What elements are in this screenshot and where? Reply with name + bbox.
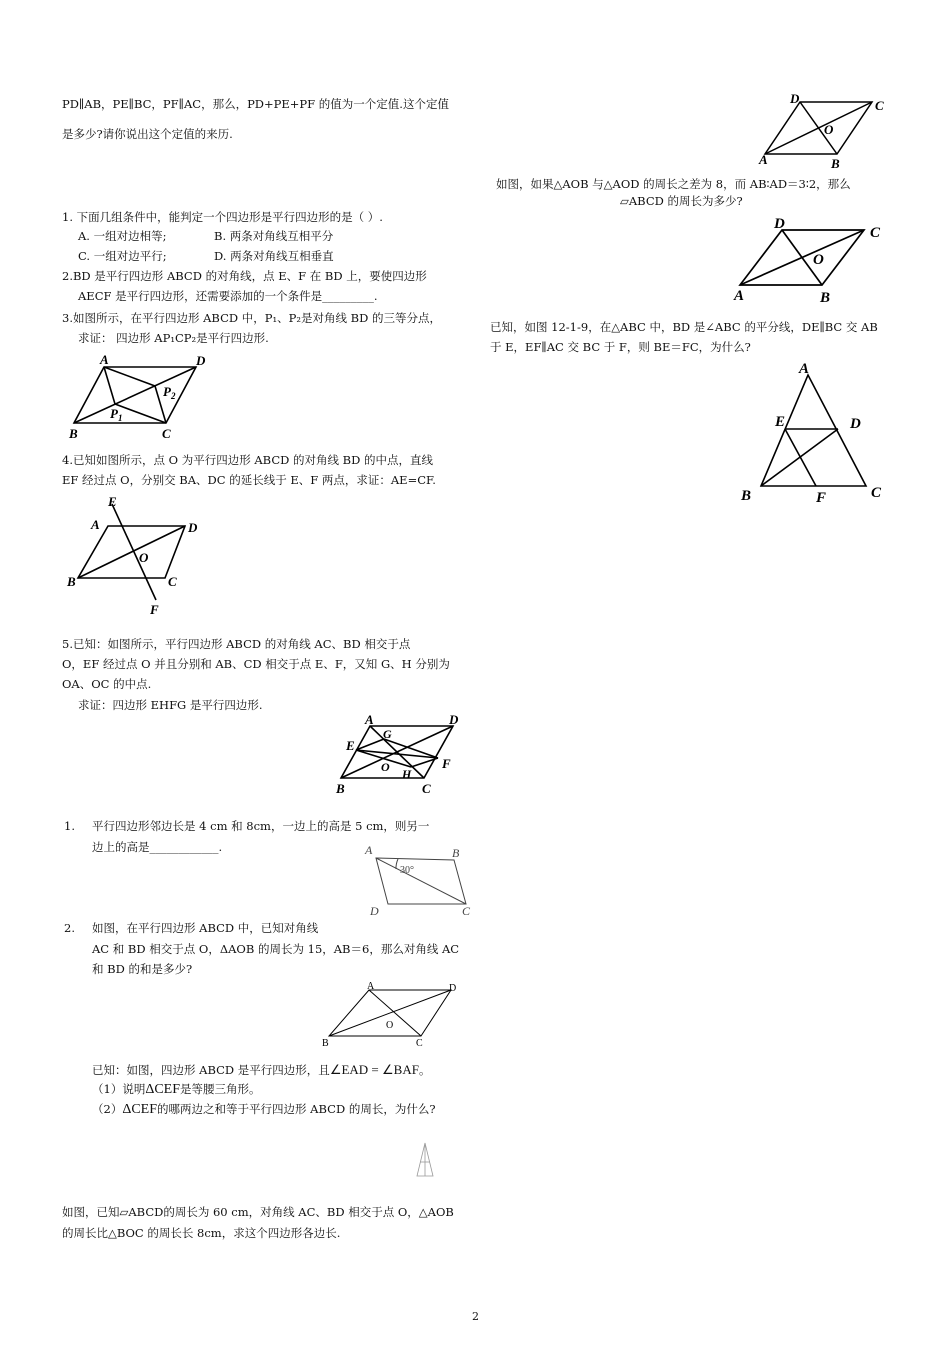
label-d: D [370, 904, 379, 918]
q1-stem: 1. 下面几组条件中，能判定一个四边形是平行四边形的是（ ）. [62, 210, 383, 224]
page-number: 2 [472, 1310, 479, 1323]
label-c: C [875, 98, 884, 113]
label-b: B [69, 426, 78, 441]
label-p1: $P_1$ [110, 406, 123, 423]
label-a: A [91, 517, 100, 532]
q1-option-a: A. 一组对边相等; [78, 229, 167, 243]
label-d: D [196, 353, 206, 368]
figure-p2-parallelogram [318, 980, 468, 1050]
label-c: C [162, 426, 171, 441]
q5-line-4: 求证：四边形 EHFG 是平行四边形. [78, 698, 263, 712]
label-e: E [775, 414, 786, 430]
p2-line-1: 如图，在平行四边形 ABCD 中，已知对角线 [92, 921, 319, 935]
label-g: G [383, 727, 392, 741]
label-o: O [813, 252, 824, 268]
label-b: B [336, 781, 345, 796]
intro-line-1: PD∥AB，PE∥BC，PF∥AC，那么，PD+PE+PF 的值为一个定值.这个定值 [62, 97, 449, 111]
figure-q5-parallelogram [334, 712, 464, 798]
label-b: B [322, 1038, 329, 1049]
q4-line-2: EF 经过点 O，分别交 BA、DC 的延长线于 E、F 两点，求证：AE=CF. [62, 473, 436, 487]
p3-line-3-end: 的哪两边之和等于平行四边形 ABCD 的周长，为什么? [157, 1102, 436, 1116]
figure-r2-triangle [735, 357, 895, 507]
label-o: O [824, 122, 834, 137]
label-a: A [799, 361, 810, 377]
p3-line-1-end: 。 [418, 1063, 431, 1077]
label-h: H [402, 767, 412, 781]
q3-line-1: 3.如图所示，在平行四边形 ABCD 中，P₁、P₂是对角线 BD 的三等分点， [62, 311, 441, 325]
figure-r0-parallelogram [757, 88, 897, 174]
label-a: A [365, 843, 373, 857]
label-b: B [67, 574, 76, 589]
p3-triangle-math-2: ΔCEF [122, 1102, 158, 1117]
label-e: E [108, 494, 117, 509]
label-o: O [139, 550, 149, 565]
figure-p3-tiny [414, 1140, 436, 1182]
label-a: A [365, 712, 374, 727]
p3-angle-math: ∠EAD = ∠BAF [329, 1062, 419, 1077]
p2-number: 2. [64, 921, 75, 935]
p3-line-1-text: 已知：如图，四边形 ABCD 是平行四边形，且 [92, 1063, 330, 1077]
label-c: C [871, 485, 882, 501]
label-c: C [870, 225, 881, 241]
angle-label-30: 30° [400, 865, 414, 876]
label-c: C [168, 574, 177, 589]
p1-line-1: 平行四边形邻边长是 4 cm 和 8cm，一边上的高是 5 cm，则另一 [92, 819, 430, 833]
q3-line-2: 求证： 四边形 AP₁CP₂是平行四边形. [78, 331, 269, 345]
label-b: B [452, 846, 460, 860]
label-f: F [816, 490, 827, 506]
r2-line-2: 于 E，EF∥AC 交 BC 于 F，则 BE＝FC，为什么? [490, 340, 751, 354]
r2-line-1: 已知，如图 12-1-9，在△ABC 中，BD 是∠ABC 的平分线，DE∥BC 交 AB [490, 320, 878, 334]
figure-q4-parallelogram [64, 494, 214, 619]
q1-option-c: C. 一组对边平行; [78, 249, 167, 263]
p2-line-3: 和 BD 的和是多少? [92, 962, 193, 976]
r1-line-1: 如图，如果△AOB 与△AOD 的周长之差为 8，而 AB∶AD＝3∶2，那么 [496, 177, 851, 191]
label-b: B [820, 290, 831, 306]
p4-line-2: 的周长比△BOC 的周长长 8cm，求这个四边形各边长. [62, 1226, 341, 1240]
q2-line-1: 2.BD 是平行四边形 ABCD 的对角线，点 E、F 在 BD 上，要使四边形 [62, 269, 427, 283]
p3-line-3 [92, 1101, 435, 1118]
q1-option-d: D. 两条对角线互相垂直 [214, 249, 334, 263]
label-c: C [422, 781, 431, 796]
label-c: C [416, 1038, 423, 1049]
p1-line-2: 边上的高是____________. [92, 840, 223, 854]
q2-line-2: AECF 是平行四边形，还需要添加的一个条件是_________. [78, 289, 378, 303]
q4-line-1: 4.已知如图所示，点 O 为平行四边形 ABCD 的对角线 BD 的中点，直线 [62, 453, 433, 467]
label-f: F [442, 756, 451, 771]
p3-line-2-text: （1）说明 [92, 1082, 146, 1096]
label-b: B [741, 488, 752, 504]
label-o: O [381, 760, 390, 774]
q5-line-2: O，EF 经过点 O 并且分别和 AB、CD 相交于点 E、F，又知 G、H 分别为 [62, 657, 450, 671]
label-d: D [790, 91, 800, 106]
p3-line-3-text: （2） [92, 1102, 123, 1116]
label-e: E [346, 738, 355, 753]
figure-r1-parallelogram [730, 210, 900, 310]
r1-line-2: ▱ABCD 的周长为多少? [620, 194, 743, 208]
q1-option-b: B. 两条对角线互相平分 [214, 229, 334, 243]
label-d: D [449, 712, 459, 727]
label-d: D [188, 520, 198, 535]
p1-number: 1. [64, 819, 75, 833]
p3-line-2-end: 是等腰三角形。 [180, 1082, 261, 1096]
label-d: D [774, 216, 785, 232]
p3-triangle-math: ΔCEF [145, 1082, 181, 1097]
label-p2: $P_2$ [163, 384, 176, 401]
p4-line-1: 如图，已知▱ABCD的周长为 60 cm，对角线 AC、BD 相交于点 O，△AOB [62, 1205, 454, 1219]
label-a: A [759, 152, 768, 167]
label-d: D [449, 983, 457, 994]
figure-p1-parallelogram [362, 842, 482, 922]
label-b: B [831, 156, 840, 171]
p3-line-2 [92, 1081, 261, 1098]
q5-line-3: OA、OC 的中点. [62, 677, 152, 691]
label-a: A [734, 288, 745, 304]
intro-line-2: 是多少?请你说出这个定值的来历. [62, 127, 233, 141]
label-d: D [850, 416, 861, 432]
p2-line-2: AC 和 BD 相交于点 O，ΔAOB 的周长为 15，AB＝6，那么对角线 AC [92, 942, 460, 956]
q5-line-1: 5.已知：如图所示，平行四边形 ABCD 的对角线 AC、BD 相交于点 [62, 637, 411, 651]
p3-line-1 [92, 1062, 430, 1078]
label-a: A [367, 981, 375, 992]
figure-q3-parallelogram [66, 350, 216, 445]
label-c: C [462, 904, 471, 918]
label-f: F [150, 602, 159, 617]
label-a: A [100, 352, 109, 367]
label-o: O [386, 1020, 394, 1031]
